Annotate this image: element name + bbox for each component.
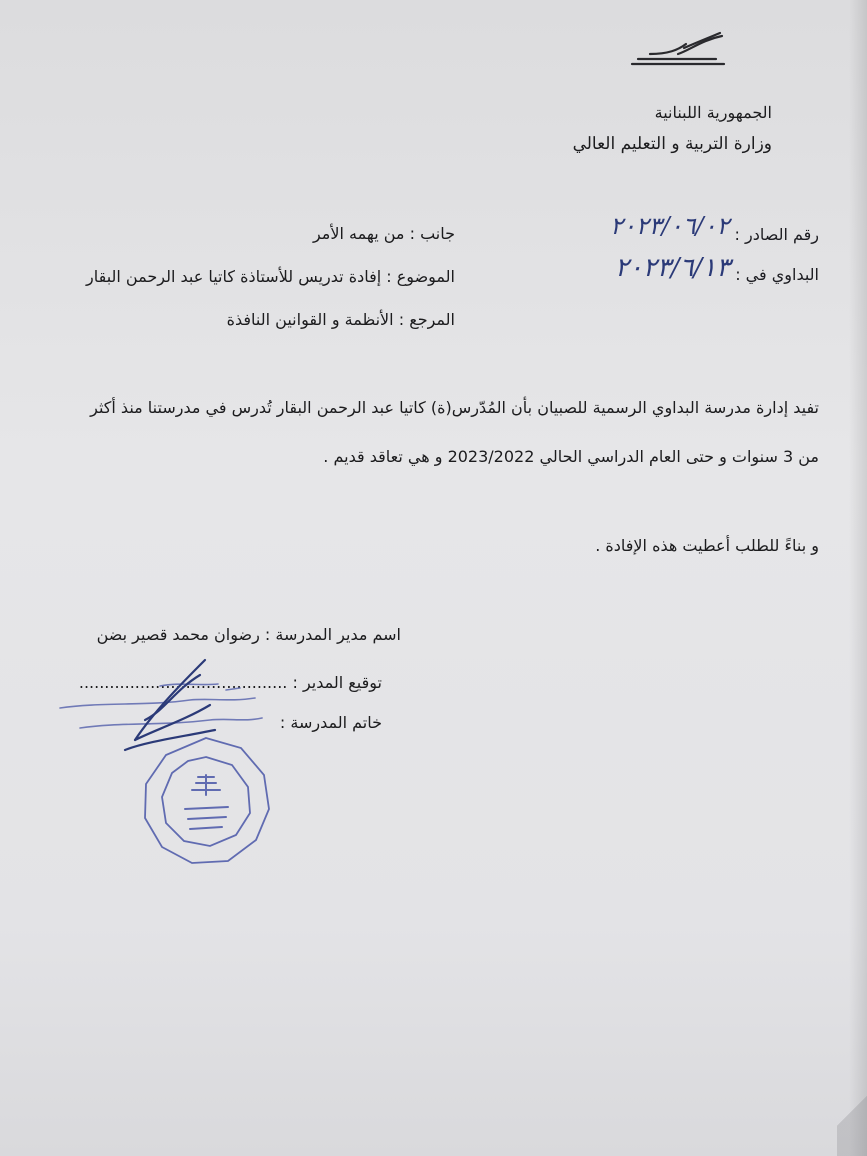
- body-paragraph-line-2: من 3 سنوات و حتى العام الدراسي الحالي 2023/2022 و هي تعاقد قديم .: [323, 447, 819, 466]
- reference-number-value: ٢٠٢٣/٠٦/٠٢: [610, 212, 730, 240]
- ministry-name: وزارة التربية و التعليم العالي: [572, 134, 772, 154]
- letter-subject: الموضوع : إفادة تدريس للأستاذة كاتيا عبد الرحمن البقار: [86, 267, 455, 286]
- reference-number-line: [610, 212, 819, 245]
- addressee-to: جانب : من يهمه الأمر: [312, 224, 455, 243]
- page-corner-fold: [837, 1066, 867, 1156]
- handwritten-signature: [115, 650, 225, 760]
- letter-reference: المرجع : الأنظمة و القوانين النافذة: [226, 310, 455, 329]
- principal-signature-line: توقيع المدير : .........................................: [78, 673, 382, 692]
- reference-date-value: ٢٠٢٣/٦/١٣: [614, 253, 731, 283]
- body-paragraph-line-3: و بناءً للطلب أعطيت هذه الإفادة .: [595, 536, 819, 555]
- open-book-icon: [628, 30, 728, 72]
- body-paragraph-line-1: تفيد إدارة مدرسة البداوي الرسمية للصبيان بأن المُدّرس(ة) كاتيا عبد الرحمن البقار تُدرس في مدرستنا منذ أكثر: [90, 398, 819, 417]
- school-seal-label: خاتم المدرسة :: [279, 713, 382, 732]
- country-name: الجمهورية اللبنانية: [654, 103, 772, 122]
- principal-name: اسم مدير المدرسة : رضوان محمد قصير بضن: [96, 625, 401, 644]
- reference-date-line: [614, 253, 819, 285]
- page-edge-shadow: [849, 0, 867, 1156]
- reference-date-label: البداوي في :: [735, 265, 819, 284]
- reference-number-label: رقم الصادر :: [734, 225, 819, 244]
